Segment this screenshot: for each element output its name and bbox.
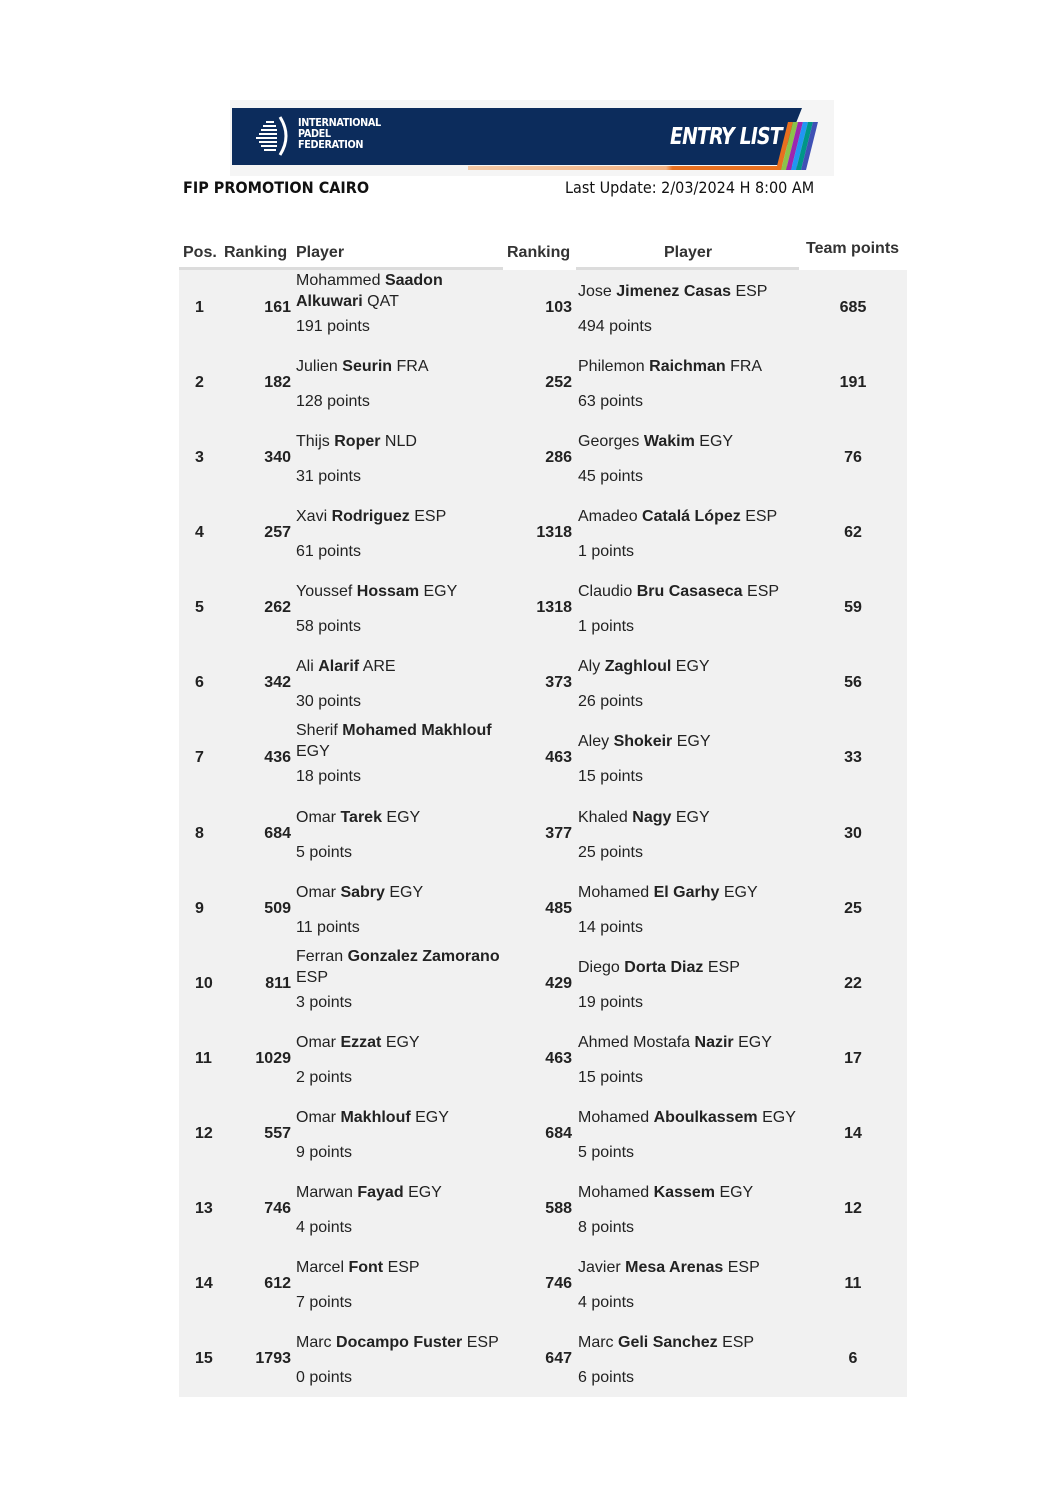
player2-last-name: Jimenez Casas (616, 283, 731, 300)
player2-name (578, 731, 808, 752)
team-points: 191 (839, 374, 867, 391)
table-row (179, 270, 907, 345)
player2-last-name: Kassem (653, 1184, 715, 1201)
player1-points: 9 points (296, 1144, 353, 1161)
banner-color-stripes (782, 122, 826, 172)
position: 15 (195, 1350, 213, 1367)
player1-first-name: Julien (296, 358, 338, 375)
player1-first-name: Omar (296, 1034, 336, 1051)
player2-ranking: 588 (545, 1200, 572, 1217)
table-row (179, 645, 907, 720)
player2-last-name: Shokeir (613, 733, 673, 750)
player2-last-name: Geli Sanchez (618, 1334, 718, 1351)
player1-ranking: 557 (264, 1125, 291, 1142)
player1-ranking: 509 (264, 900, 291, 917)
player2-first-name: Aly (578, 658, 601, 675)
player2-last-name: Dorta Diaz (624, 959, 704, 976)
player2-name (578, 882, 808, 903)
player2-ranking: 373 (545, 674, 572, 691)
player1-name (296, 1257, 506, 1278)
player1-country: FRA (396, 358, 429, 375)
player2-name (578, 656, 808, 677)
team-points: 685 (839, 299, 867, 316)
player1-points: 4 points (296, 1219, 353, 1236)
player1-points: 18 points (296, 768, 361, 785)
player2-first-name: Jose (578, 283, 612, 300)
player1-last-name: Docampo Fuster (336, 1334, 463, 1351)
table-row (179, 495, 907, 570)
player2-last-name: Wakim (643, 433, 695, 450)
player2-country: EGY (762, 1109, 796, 1126)
logo-line: FEDERATION (298, 138, 364, 151)
player2-name (578, 1182, 808, 1203)
player1-first-name: Omar (296, 884, 336, 901)
player1-name (296, 270, 506, 312)
banner-title: ENTRY LIST (670, 124, 782, 150)
position: 4 (195, 524, 204, 541)
player1-points: 191 points (296, 318, 370, 335)
player2-name (578, 807, 808, 828)
position: 8 (195, 825, 204, 842)
player1-last-name: Gonzalez Zamorano (347, 948, 500, 965)
player1-last-name: Seurin (342, 358, 393, 375)
player2-last-name: El Garhy (653, 884, 720, 901)
player2-name (578, 356, 808, 377)
player2-points: 15 points (578, 768, 643, 785)
player2-last-name: Bru Casaseca (636, 583, 743, 600)
player1-country: EGY (415, 1109, 449, 1126)
player2-first-name: Mohamed (578, 1109, 650, 1126)
team-points: 6 (848, 1350, 858, 1367)
player2-ranking: 1318 (536, 599, 572, 616)
player2-country: EGY (723, 884, 758, 901)
player1-points: 30 points (296, 693, 361, 710)
header-banner (230, 100, 834, 176)
player2-first-name: Javier (578, 1259, 621, 1276)
player2-points: 5 points (578, 1144, 635, 1161)
player2-first-name: Amadeo (578, 508, 638, 525)
column-header-ranking-1: Ranking (224, 244, 288, 261)
player2-points: 1 points (578, 618, 635, 635)
player2-name (578, 1107, 808, 1128)
player2-name (578, 1257, 808, 1278)
player2-first-name: Mohamed (578, 884, 650, 901)
player2-last-name: Mesa Arenas (625, 1259, 724, 1276)
player1-points: 0 points (296, 1369, 353, 1386)
player2-country: EGY (676, 733, 711, 750)
player1-first-name: Ali (296, 658, 314, 675)
column-header-team-points: Team points (806, 240, 900, 257)
table-row (179, 570, 907, 645)
player2-ranking: 463 (545, 1050, 572, 1067)
banner-orange-line (468, 166, 798, 170)
player2-name (578, 431, 808, 452)
table-row (179, 420, 907, 495)
player1-first-name: Ferran (296, 948, 344, 965)
player1-ranking: 340 (264, 449, 291, 466)
player2-name (578, 957, 808, 978)
player1-name (296, 946, 506, 988)
player2-first-name: Diego (578, 959, 620, 976)
player1-ranking: 1029 (255, 1050, 291, 1067)
player2-points: 63 points (578, 393, 643, 410)
player1-points: 11 points (296, 919, 360, 936)
team-points: 76 (844, 449, 862, 466)
player2-points: 4 points (578, 1294, 635, 1311)
player1-country: ESP (387, 1259, 420, 1276)
player2-last-name: Catalá López (642, 508, 741, 525)
player1-first-name: Marwan (296, 1184, 353, 1201)
position: 3 (195, 449, 204, 466)
player1-country: NLD (384, 433, 417, 450)
player1-ranking: 161 (264, 299, 291, 316)
player1-country: ESP (414, 508, 447, 525)
player2-last-name: Nazir (694, 1034, 734, 1051)
player2-country: EGY (738, 1034, 772, 1051)
fip-logo-text (298, 117, 381, 150)
position: 13 (195, 1200, 213, 1217)
player1-last-name: Sabry (340, 884, 385, 901)
team-points: 22 (844, 975, 862, 992)
player1-first-name: Omar (296, 809, 336, 826)
player2-ranking: 377 (545, 825, 572, 842)
table-row (179, 1321, 907, 1396)
player2-name (578, 506, 808, 527)
player1-points: 58 points (296, 618, 361, 635)
team-points: 30 (844, 825, 862, 842)
player2-last-name: Nagy (632, 809, 672, 826)
player2-country: ESP (707, 959, 740, 976)
player2-ranking: 746 (545, 1275, 572, 1292)
player2-first-name: Aley (578, 733, 610, 750)
player2-points: 15 points (578, 1069, 643, 1086)
player1-points: 7 points (296, 1294, 353, 1311)
player1-country: EGY (423, 583, 458, 600)
player1-points: 3 points (296, 994, 353, 1011)
player1-name (296, 720, 506, 762)
position: 14 (195, 1275, 213, 1292)
position: 7 (195, 749, 204, 766)
player1-points: 31 points (296, 468, 361, 485)
player1-ranking: 811 (265, 975, 291, 992)
player1-last-name: Font (348, 1259, 384, 1276)
player1-first-name: Youssef (296, 583, 353, 600)
player2-ranking: 429 (545, 975, 572, 992)
player1-name (296, 656, 506, 677)
player2-country: ESP (745, 508, 778, 525)
player1-ranking: 342 (264, 674, 291, 691)
player1-last-name: Alarif (318, 658, 360, 675)
team-points: 59 (844, 599, 862, 616)
player1-first-name: Xavi (296, 508, 328, 525)
player1-last-name: Mohamed Makhlouf (342, 722, 492, 739)
position: 2 (195, 374, 204, 391)
player1-last-name: Hossam (356, 583, 420, 600)
player2-ranking: 103 (545, 299, 572, 316)
player2-ranking: 463 (545, 749, 572, 766)
player2-country: ESP (735, 283, 768, 300)
player1-first-name: Mohammed (296, 272, 381, 289)
player1-name (296, 1182, 506, 1203)
player1-ranking: 182 (264, 374, 291, 391)
player2-first-name: Philemon (578, 358, 645, 375)
player2-country: ESP (747, 583, 780, 600)
player1-name (296, 506, 506, 527)
player1-last-name: Makhlouf (340, 1109, 411, 1126)
player1-ranking: 684 (264, 825, 291, 842)
player1-last-name: Fayad (357, 1184, 404, 1201)
player2-points: 14 points (578, 919, 643, 936)
player1-last-name: Rodriguez (331, 508, 410, 525)
player2-name (578, 281, 808, 302)
player1-last-name: Roper (334, 433, 381, 450)
table-row (179, 720, 907, 795)
table-row (179, 1021, 907, 1096)
player1-name (296, 807, 506, 828)
player1-country: ESP (296, 969, 329, 986)
event-title: FIP PROMOTION CAIRO (183, 178, 370, 197)
player1-first-name: Omar (296, 1109, 336, 1126)
player1-country: EGY (389, 884, 424, 901)
player1-country: QAT (367, 293, 399, 310)
player1-ranking: 436 (264, 749, 291, 766)
table-row (179, 871, 907, 946)
player1-first-name: Marc (296, 1334, 332, 1351)
player2-points: 494 points (578, 318, 652, 335)
player2-first-name: Claudio (578, 583, 633, 600)
player1-points: 61 points (296, 543, 361, 560)
player1-name (296, 1332, 506, 1353)
player2-first-name: Khaled (578, 809, 628, 826)
position: 5 (195, 599, 204, 616)
team-points: 56 (844, 674, 862, 691)
player2-points: 25 points (578, 844, 643, 861)
column-header-player-1: Player (296, 244, 345, 261)
player2-country: FRA (730, 358, 763, 375)
table-row (179, 796, 907, 871)
player2-ranking: 485 (545, 900, 572, 917)
player1-name (296, 356, 506, 377)
player1-first-name: Sherif (296, 722, 338, 739)
player2-country: EGY (699, 433, 734, 450)
position: 1 (195, 299, 204, 316)
player2-last-name: Zaghloul (604, 658, 672, 675)
player1-points: 5 points (296, 844, 353, 861)
position: 6 (195, 674, 204, 691)
player2-country: ESP (727, 1259, 760, 1276)
last-update: Last Update: 2/03/2024 H 8:00 AM (565, 178, 815, 197)
table-row (179, 1246, 907, 1321)
player1-name (296, 431, 506, 452)
player1-country: EGY (386, 809, 421, 826)
fip-logo-icon (256, 114, 292, 158)
position: 12 (195, 1125, 213, 1142)
table-row (179, 946, 907, 1021)
player1-last-name: Ezzat (340, 1034, 382, 1051)
player1-points: 2 points (296, 1069, 353, 1086)
table-row (179, 1096, 907, 1171)
player1-country: ESP (466, 1334, 499, 1351)
player1-name (296, 1032, 506, 1053)
player2-points: 26 points (578, 693, 643, 710)
player1-country: EGY (408, 1184, 442, 1201)
table-row (179, 1171, 907, 1246)
player1-last-name: Tarek (340, 809, 382, 826)
player2-country: ESP (722, 1334, 755, 1351)
player2-points: 1 points (578, 543, 635, 560)
player2-first-name: Mohamed (578, 1184, 650, 1201)
team-points: 33 (844, 749, 862, 766)
player1-last-name: Saadon Alkuwari (296, 272, 443, 310)
player2-points: 19 points (578, 994, 643, 1011)
player2-country: EGY (675, 809, 710, 826)
team-points: 11 (844, 1275, 862, 1292)
team-points: 62 (844, 524, 862, 541)
position: 10 (195, 975, 213, 992)
team-points: 12 (844, 1200, 862, 1217)
player1-ranking: 746 (264, 1200, 291, 1217)
player1-points: 128 points (296, 393, 370, 410)
table-row (179, 345, 907, 420)
player1-ranking: 612 (264, 1275, 291, 1292)
player2-points: 8 points (578, 1219, 635, 1236)
position: 11 (195, 1050, 212, 1067)
player2-last-name: Aboulkassem (653, 1109, 758, 1126)
player2-last-name: Raichman (649, 358, 726, 375)
player1-ranking: 262 (264, 599, 291, 616)
player1-country: ARE (362, 658, 396, 675)
team-points: 17 (844, 1050, 862, 1067)
logo-line: PADEL (298, 127, 331, 140)
player2-country: EGY (675, 658, 710, 675)
player2-ranking: 684 (545, 1125, 572, 1142)
player1-ranking: 1793 (255, 1350, 291, 1367)
player1-name (296, 882, 506, 903)
player1-name (296, 581, 506, 602)
player2-points: 45 points (578, 468, 643, 485)
position: 9 (195, 900, 204, 917)
column-header-ranking-2: Ranking (507, 244, 571, 261)
player1-country: EGY (385, 1034, 420, 1051)
logo-line: INTERNATIONAL (298, 116, 381, 129)
player2-first-name: Georges (578, 433, 640, 450)
player2-name (578, 581, 808, 602)
player1-first-name: Thijs (296, 433, 330, 450)
column-header-pos: Pos. (183, 244, 217, 261)
player2-ranking: 647 (545, 1350, 572, 1367)
player1-name (296, 1107, 506, 1128)
column-header-player-2: Player (664, 244, 713, 261)
player2-ranking: 252 (545, 374, 572, 391)
player2-name (578, 1332, 808, 1353)
player2-ranking: 286 (545, 449, 572, 466)
player1-country: EGY (296, 743, 330, 760)
player1-ranking: 257 (264, 524, 291, 541)
team-points: 14 (844, 1125, 862, 1142)
player2-ranking: 1318 (536, 524, 572, 541)
player2-name (578, 1032, 808, 1053)
player2-country: EGY (719, 1184, 754, 1201)
player2-first-name: Ahmed Mostafa (578, 1034, 691, 1051)
player2-first-name: Marc (578, 1334, 614, 1351)
player1-first-name: Marcel (296, 1259, 345, 1276)
player2-points: 6 points (578, 1369, 635, 1386)
team-points: 25 (844, 900, 862, 917)
